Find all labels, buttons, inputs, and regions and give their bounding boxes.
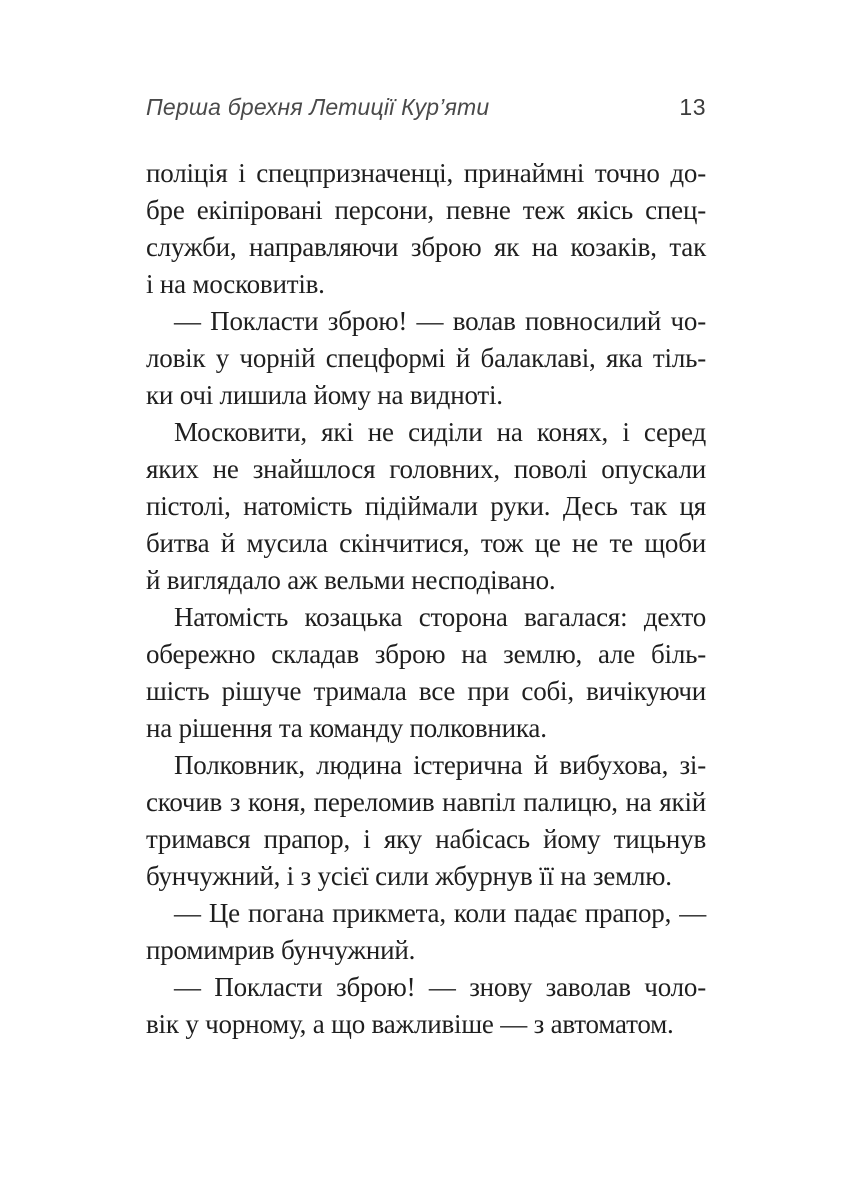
text-line: обережно складав зброю на землю, але біль-	[146, 639, 706, 669]
running-title: Перша брехня Летиції Кур’яти	[146, 94, 490, 120]
text-line: промимрив бунчужний.	[146, 935, 416, 965]
text-line: пістолі, натомість підіймали руки. Десь так ця	[146, 491, 706, 521]
text-line: битва й мусила скінчитися, тож це не те щоби	[146, 528, 706, 558]
text-line: бунчужний, і з усієї сили жбурнув її на землю.	[146, 861, 672, 891]
text-line: — Покласти зброю! — знову заволав чоло-	[174, 972, 706, 1002]
text-line: — Це погана прикмета, коли падає прапор, —	[174, 898, 706, 928]
paragraph	[146, 895, 706, 969]
paragraph	[146, 303, 706, 414]
text-line: і на московитів.	[146, 269, 325, 299]
text-line: Натомість козацька сторона вагалася: дехто	[174, 602, 706, 632]
text-line: — Покласти зброю! — волав повносилий чо-	[174, 306, 706, 336]
paragraph	[146, 599, 706, 747]
text-line: Полковник, людина істерична й вибухова, зі-	[174, 750, 706, 780]
text-line: поліція і спецпризначенці, принаймні точно до-	[146, 158, 706, 188]
page-number: 13	[679, 94, 706, 120]
paragraph	[146, 969, 706, 1043]
text-line: Московити, які не сиділи на конях, і серед	[174, 417, 706, 447]
text-line: вік у чорному, а що важливіше — з автоматом.	[146, 1009, 674, 1039]
body-text	[146, 155, 706, 1043]
text-line: ки очі лишила йому на видноті.	[146, 380, 503, 410]
text-line: бре екіпіровані персони, певне теж якісь спец-	[146, 195, 706, 225]
text-line: ловік у чорній спецформі й балаклаві, яка тіль-	[146, 343, 706, 373]
paragraph	[146, 747, 706, 895]
text-line: тримався прапор, і яку набісась йому тицьнув	[146, 824, 706, 854]
paragraph	[146, 414, 706, 599]
page-header	[146, 94, 706, 121]
text-line: шість рішуче тримала все при собі, вичікуючи	[146, 676, 706, 706]
text-line: на рішення та команду полковника.	[146, 713, 547, 743]
text-line: й виглядало аж вельми несподівано.	[146, 565, 556, 595]
text-line: яких не знайшлося головних, поволі опускали	[146, 454, 706, 484]
paragraph	[146, 155, 706, 303]
text-line: скочив з коня, переломив навпіл палицю, на якій	[146, 787, 706, 817]
text-line: служби, направляючи зброю як на козаків, так	[146, 232, 706, 262]
